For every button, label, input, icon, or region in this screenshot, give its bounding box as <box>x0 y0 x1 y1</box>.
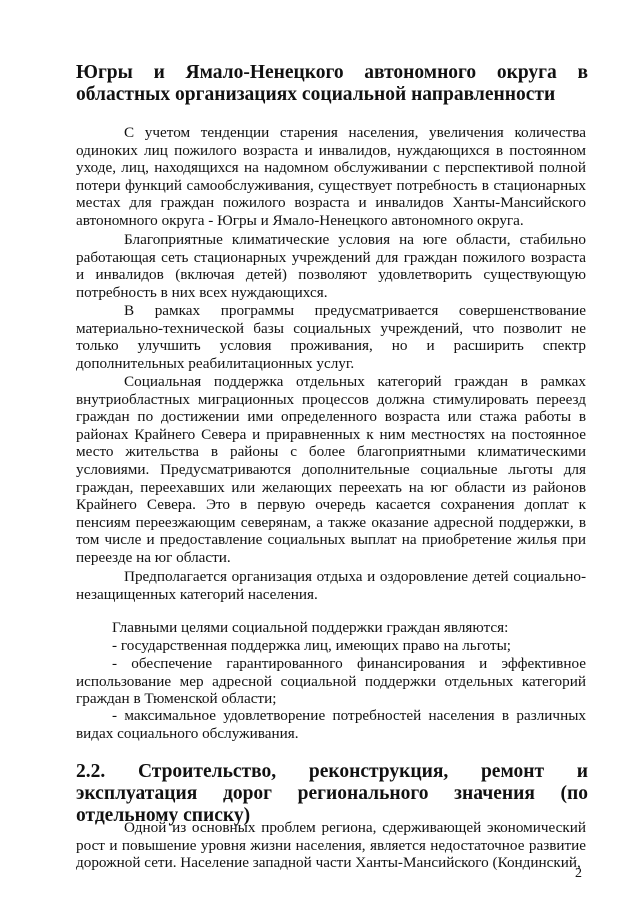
section-heading-roads: 2.2. Строительство, реконструкция, ремонт и эксплуатация дорог регионального значения (по отдельному списку) <box>76 761 588 826</box>
goal-item: - государственная поддержка лиц, имеющих право на льготы; <box>112 637 512 654</box>
paragraph-roads: Одной из основных проблем региона, сдерживающей экономический рост и повышение уровня жизни населения, является недостаточное развитие дорожной сети. Население западной части Ханты-Мансийского (Кондинский, <box>76 819 586 872</box>
goal-item: - обеспечение гарантированного финансирования и эффективное использование мер адресной социальной поддержки отдельных категорий граждан в Тюменской области; <box>76 655 586 708</box>
paragraph-migration: Социальная поддержка отдельных категорий граждан в рамках внутриобластных миграционных процессов должна стимулировать переезд граждан по достижении ими определенного возраста или стажа работы в районах Крайнего Севера и приравненных к ним местностях на постоянное место жительства в районы с более благоприятными климатическими условиями. Предусматриваются дополнительные социальные льготы для граждан, переехавших или желающих переехать на юг области из районов Крайнего Севера. Это в первую очередь касается сохранения доплат к пенсиям переезжающим северянам, а также оказание адресной поддержки, в том числе и предоставление социальных выплат на приобретение жилья при переезде на юг области. <box>76 373 586 566</box>
paragraph-children: Предполагается организация отдыха и оздоровление детей социально-незащищенных категорий населения. <box>76 568 586 603</box>
goal-item: - максимальное удовлетворение потребностей населения в различных видах социального обслуживания. <box>76 707 586 742</box>
paragraph-aging: С учетом тенденции старения населения, увеличения количества одиноких лиц пожилого возраста и инвалидов, нуждающихся в постоянном уходе, лиц, находящихся на надомном обслуживании с перспективой полной потери функций самообслуживания, существует потребность в стационарных местах для граждан пожилого возраста и инвалидов Ханты-Мансийского автономного округа - Югры и Ямало-Ненецкого автономного округа. <box>76 124 586 229</box>
goals-intro: Главными целями социальной поддержки граждан являются: <box>112 619 509 636</box>
paragraph-program: В рамках программы предусматривается совершенствование материально-технической базы социальных учреждений, что позволит не только улучшить условия проживания, но и расширить спектр дополнительных реабилитационных услуг. <box>76 302 586 372</box>
paragraph-climate: Благоприятные климатические условия на юге области, стабильно работающая сеть стационарных учреждений для граждан пожилого возраста и инвалидов (включая детей) позволяют удовлетворить существующую потребность в них всех нуждающихся. <box>76 231 586 301</box>
page-number: 2 <box>575 866 582 881</box>
section-heading-continued: Югры и Ямало-Ненецкого автономного округа в областных организациях социальной направленности <box>76 62 588 105</box>
